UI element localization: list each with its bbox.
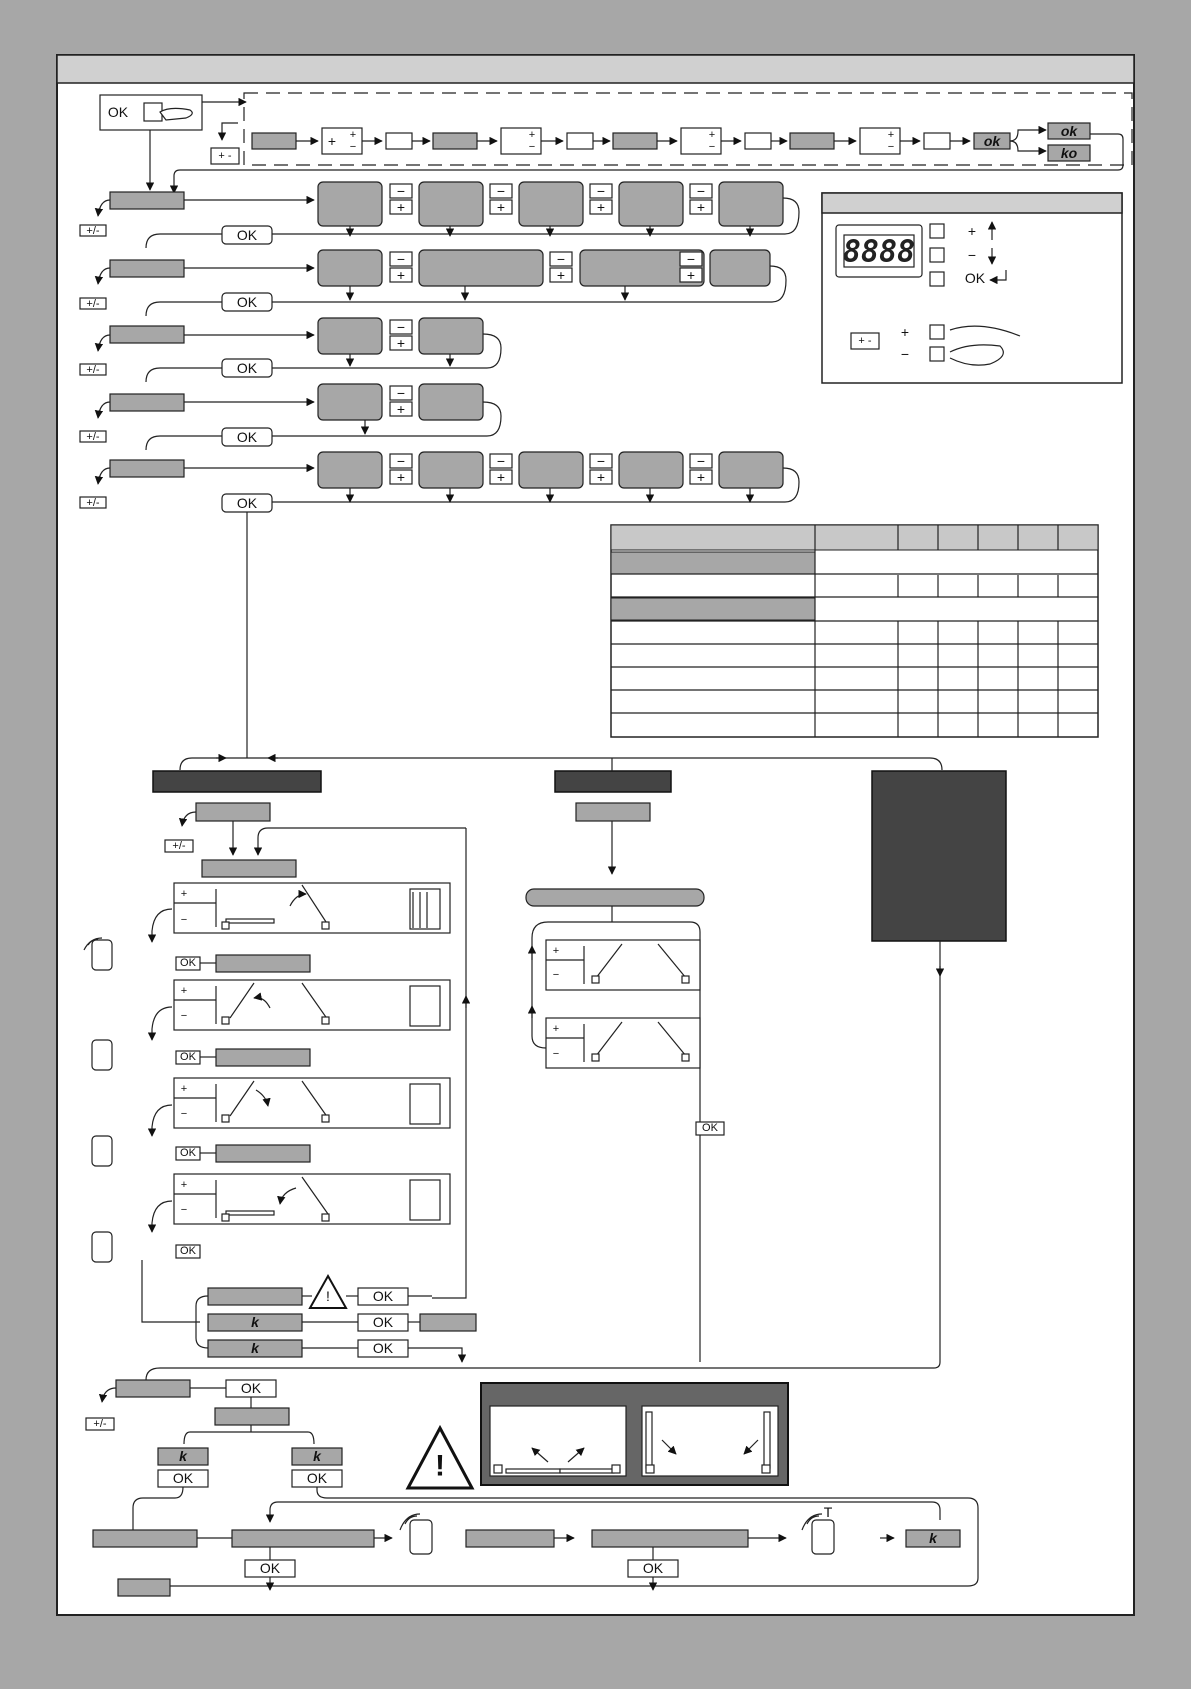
svg-text:k: k [929,1530,937,1546]
svg-text:+: + [180,888,188,900]
svg-text:+: + [327,133,337,149]
svg-text:OK: OK [236,495,258,511]
svg-text:+: + [967,223,977,239]
svg-text:OK: OK [372,1340,394,1356]
svg-text:−: − [396,453,406,469]
remote-control-icon [92,1136,112,1166]
svg-text:OK: OK [306,1470,328,1486]
svg-text:−: − [686,251,696,267]
svg-text:+: + [552,945,560,957]
control-panel-inset [822,193,1122,383]
svg-text:−: − [180,1204,188,1216]
svg-text:+: + [686,267,696,283]
svg-text:OK: OK [180,1245,196,1257]
branch-middle-header [555,771,671,792]
svg-text:OK: OK [236,227,258,243]
svg-text:−: − [900,346,910,362]
svg-text:OK: OK [236,429,258,445]
svg-text:+: + [900,324,910,340]
svg-text:+: + [596,199,606,215]
svg-text:+/-: +/- [86,431,100,443]
svg-text:+/-: +/- [86,298,100,310]
svg-text:−: − [552,969,560,981]
svg-text:−: − [887,141,895,153]
svg-text:+: + [180,1179,188,1191]
svg-text:+: + [528,129,536,141]
svg-text:+: + [696,469,706,485]
svg-text:−: − [349,141,357,153]
svg-text:−: − [596,183,606,199]
svg-text:−: − [180,1108,188,1120]
parameter-table [611,525,1098,737]
svg-text:ko: ko [1060,145,1078,161]
svg-text:+: + [180,1083,188,1095]
svg-text:+/-: +/- [86,225,100,237]
svg-text:+: + [552,1023,560,1035]
seven-segment-display-icon [836,225,922,277]
svg-text:−: − [552,1048,560,1060]
page-header-bar [57,55,1134,83]
svg-text:OK: OK [236,294,258,310]
svg-text:OK: OK [180,957,196,969]
svg-text:OK: OK [236,360,258,376]
svg-text:T: T [823,1504,833,1520]
svg-text:−: − [396,251,406,267]
svg-text:+: + [887,129,895,141]
svg-text:+: + [496,199,506,215]
svg-text:−: − [496,453,506,469]
svg-text:+: + [396,401,406,417]
svg-text:OK: OK [372,1314,394,1330]
branch-left-header [153,771,321,792]
svg-text:−: − [967,247,977,263]
svg-text:+ -: + - [858,335,872,347]
svg-text:−: − [180,914,188,926]
svg-text:OK: OK [172,1470,194,1486]
svg-text:OK: OK [180,1147,196,1159]
svg-text:+: + [556,267,566,283]
svg-text:−: − [708,141,716,153]
svg-text:−: − [396,183,406,199]
svg-text:k: k [251,1314,259,1330]
svg-text:+/-: +/- [93,1418,107,1430]
svg-text:−: − [396,319,406,335]
svg-text:+: + [496,469,506,485]
svg-text:OK: OK [372,1288,394,1304]
svg-text:−: − [596,453,606,469]
svg-text:OK: OK [964,270,986,286]
branch-right-panel [872,771,1006,941]
svg-text:−: − [528,141,536,153]
svg-text:+: + [396,199,406,215]
svg-text:k: k [313,1448,321,1464]
svg-text:−: − [556,251,566,267]
start-ok-press [100,95,202,130]
svg-text:+ -: + - [218,150,232,162]
svg-text:!: ! [435,1449,445,1483]
svg-text:k: k [251,1340,259,1356]
remote-control-icon [92,1040,112,1070]
svg-text:+/-: +/- [86,364,100,376]
svg-text:OK: OK [107,104,129,120]
svg-text:−: − [180,1010,188,1022]
remote-control-icon [92,1232,112,1262]
svg-text:+: + [596,469,606,485]
svg-text:OK: OK [642,1560,664,1576]
svg-text:−: − [396,385,406,401]
svg-text:−: − [696,453,706,469]
svg-text:+: + [696,199,706,215]
svg-text:+: + [396,335,406,351]
svg-text:+/-: +/- [172,840,186,852]
svg-text:OK: OK [702,1122,718,1134]
svg-text:+: + [180,985,188,997]
svg-text:OK: OK [259,1560,281,1576]
svg-text:−: − [696,183,706,199]
svg-text:ok: ok [983,133,1001,149]
svg-text:−: − [496,183,506,199]
svg-text:k: k [179,1448,187,1464]
svg-text:ok: ok [1060,123,1078,139]
svg-text:OK: OK [240,1380,262,1396]
svg-text:OK: OK [180,1051,196,1063]
svg-text:+: + [396,469,406,485]
svg-text:+: + [396,267,406,283]
svg-text:!: ! [326,1288,330,1304]
svg-text:+: + [708,129,716,141]
svg-text:+: + [349,129,357,141]
svg-text:8888: 8888 [842,234,916,270]
svg-text:+/-: +/- [86,497,100,509]
